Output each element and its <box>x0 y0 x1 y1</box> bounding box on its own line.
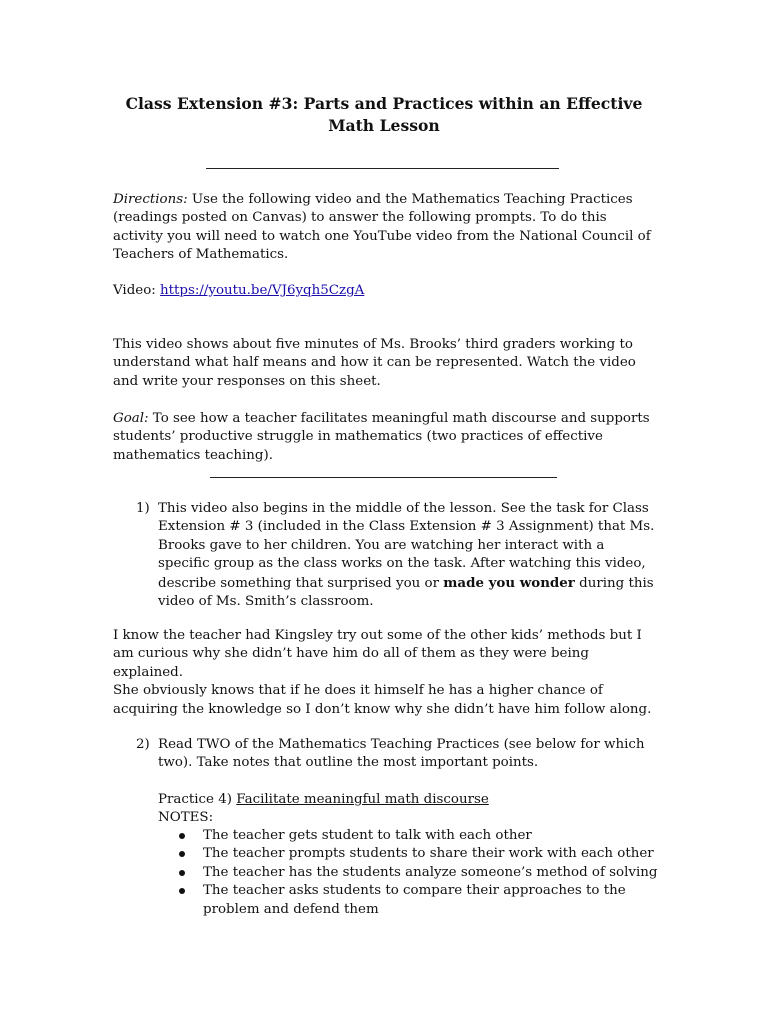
list-item: The teacher asks students to compare their approaches to the problem and defend them <box>158 882 658 919</box>
answer-1-line-1: I know the teacher had Kingsley try out some of the other kids’ methods but I am curious why she didn’t have him do all of them as they were being explained. <box>113 628 642 680</box>
list-item: The teacher gets student to talk with each other <box>158 827 658 845</box>
question-1 <box>113 500 658 611</box>
answer-1 <box>113 627 653 719</box>
question-2 <box>113 736 658 773</box>
goal-label: Goal: <box>113 411 149 426</box>
question-2-text: Read TWO of the Mathematics Teaching Practices (see below for which two). Take notes that outline the most important points. <box>158 737 645 771</box>
question-1-bold: made you wonder <box>443 574 575 591</box>
goal-divider <box>210 477 557 478</box>
list-item: The teacher prompts students to share their work with each other <box>158 845 658 863</box>
video-link[interactable]: https://youtu.be/VJ6yqh5CzgA <box>160 283 365 298</box>
directions-paragraph <box>113 191 653 265</box>
document-title: Class Extension #3: Parts and Practices within an Effective Math Lesson <box>125 94 643 135</box>
goal-text: To see how a teacher facilitates meaningful math discourse and supports students’ productive struggle in mathematics (two practices of effective mathematics teaching). <box>113 411 650 463</box>
intro-paragraph: This video shows about five minutes of Ms. Brooks’ third graders working to understand what half means and how it can be represented. Watch the video and write your responses on this sheet. <box>113 337 636 389</box>
notes-list <box>158 827 658 919</box>
list-item: The teacher has the students analyze someone’s method of solving <box>158 864 658 882</box>
practice-4-heading <box>158 791 658 828</box>
title-divider <box>206 168 559 169</box>
practice-4-label: Practice 4) <box>158 792 237 807</box>
notes-label: NOTES: <box>158 810 214 826</box>
question-1-text: This video also begins in the middle of the lesson. See the task for Class Extension # 3 (included in the Class Extension # 3 Assignment) that Ms. Brooks gave to her children. You are watching her interact with a specific group as the class works on the task. After watching this video, describe something that surprised you or made you wonder during this video of Ms. Smith’s classroom. <box>158 501 655 610</box>
question-1-number: 1) <box>136 501 150 516</box>
directions-text: Use the following video and the Mathematics Teaching Practices (readings posted on Canvas) to answer the following prompts. To do this activity you will need to watch one YouTube video from the National Council of Teachers of Mathematics. <box>113 192 651 263</box>
video-line <box>113 282 653 300</box>
goal-paragraph <box>113 410 653 465</box>
question-2-number: 2) <box>136 737 150 752</box>
video-label: Video: <box>113 283 161 298</box>
answer-1-line-2: She obviously knows that if he does it himself he has a higher chance of acquiring the knowledge so I don’t know why she didn’t have him follow along. <box>113 683 652 717</box>
practice-4-title: Facilitate meaningful math discourse <box>236 792 489 807</box>
directions-label: Directions: <box>113 192 188 207</box>
